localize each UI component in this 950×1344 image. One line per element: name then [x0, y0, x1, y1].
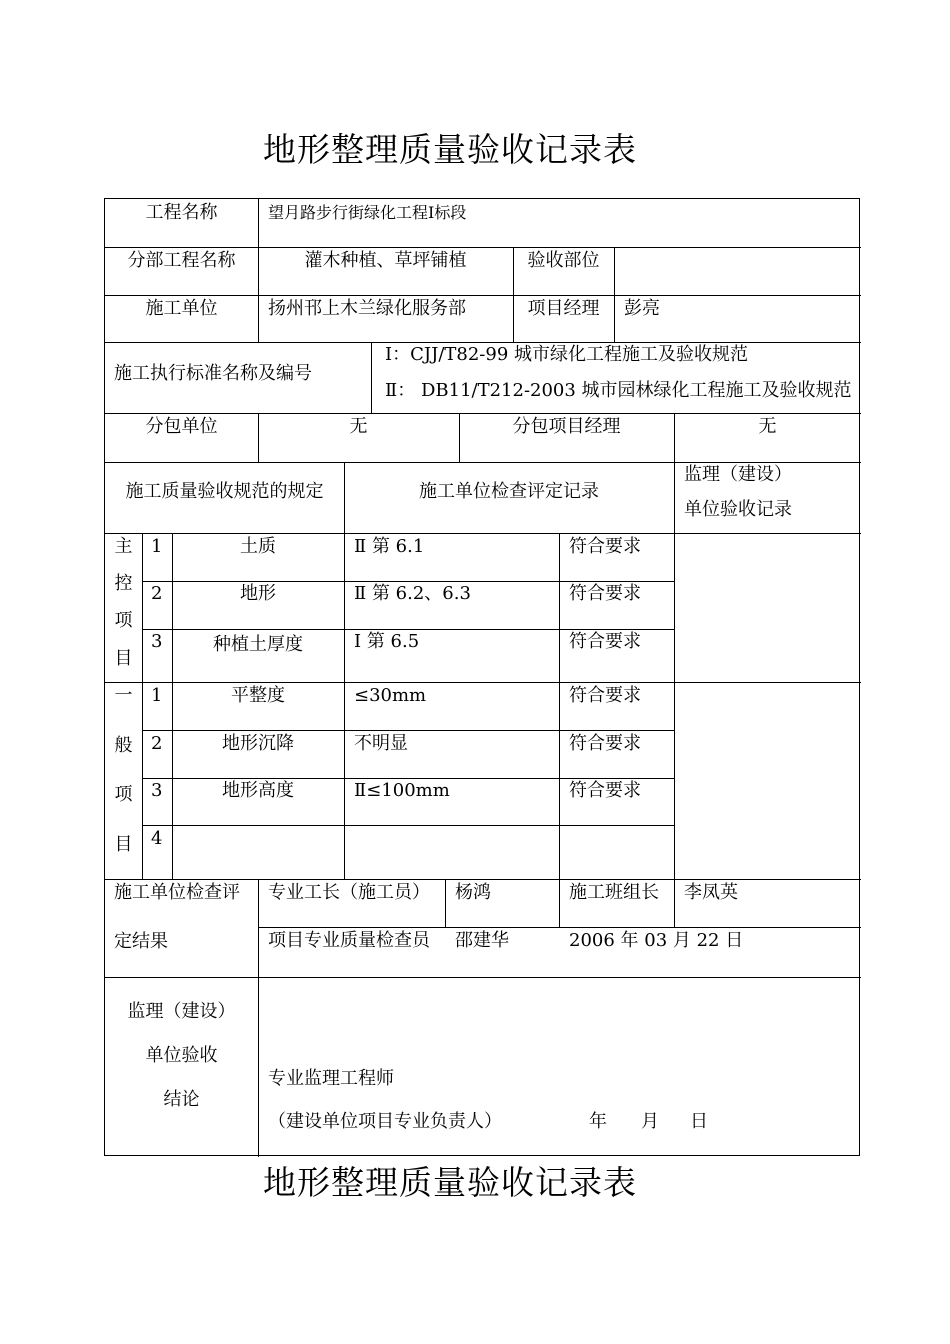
general-group-char: 一 — [114, 685, 133, 706]
footer-title: 地形整理质量验收记录表 — [263, 1163, 637, 1202]
standard-label: 施工执行标准名称及编号 — [114, 363, 312, 384]
item-name: 地形高度 — [222, 780, 294, 801]
item-name: 土质 — [240, 536, 276, 557]
evaluation-label-1: 施工单位检查评 — [114, 882, 240, 903]
standard-2: Ⅱ： DB11/T212-2003 城市园林绿化工程施工及验收规范 — [385, 380, 852, 401]
row-number: 3 — [151, 780, 163, 801]
engineer-label: 专业监理工程师 — [268, 1068, 394, 1089]
general-group-char: 般 — [114, 735, 133, 756]
item-spec: Ⅱ≤100mm — [354, 780, 450, 801]
project-name-value: 望月路步行街绿化工程Ⅰ标段 — [268, 203, 467, 222]
project-name-label: 工程名称 — [145, 202, 218, 223]
row-number: 4 — [151, 828, 163, 849]
evaluation-label-2: 定结果 — [114, 931, 168, 952]
item-result: 符合要求 — [569, 733, 641, 754]
item-spec: 不明显 — [354, 733, 408, 754]
spec-column-header: 施工质量验收规范的规定 — [125, 481, 324, 502]
item-result: 符合要求 — [569, 685, 641, 706]
team-leader-label: 施工班组长 — [569, 882, 659, 903]
item-spec: Ⅱ 第 6.1 — [354, 536, 425, 557]
inspector-value: 邵建华 — [455, 930, 509, 951]
main-group-char: 目 — [114, 648, 133, 669]
check-record-column-header: 施工单位检查评定记录 — [419, 481, 599, 502]
foreman-value: 杨鸿 — [455, 882, 491, 903]
conclusion-label-2: 单位验收 — [145, 1045, 218, 1066]
row-number: 2 — [151, 733, 163, 754]
general-group-char: 目 — [114, 834, 133, 855]
item-result: 符合要求 — [569, 536, 641, 557]
main-group-char: 项 — [114, 610, 133, 631]
sub-pm-value: 无 — [758, 416, 777, 437]
evaluation-date: 2006 年 03 月 22 日 — [569, 930, 744, 951]
inspector-label: 项目专业质量检查员 — [268, 930, 430, 951]
standard-1: Ⅰ：CJJ/T82-99 城市绿化工程施工及验收规范 — [385, 344, 748, 365]
item-name: 平整度 — [231, 685, 285, 706]
item-spec: Ⅱ 第 6.2、6.3 — [354, 583, 471, 604]
conclusion-label-1: 监理（建设） — [127, 1001, 236, 1022]
subproject-value: 灌木种植、草坪铺植 — [304, 250, 467, 271]
supervision-column-header-2: 单位验收记录 — [684, 499, 792, 520]
item-result: 符合要求 — [569, 583, 641, 604]
row-number: 1 — [151, 536, 163, 557]
sign-year: 年 — [589, 1111, 607, 1132]
owner-label: （建设单位项目专业负责人） — [268, 1111, 502, 1132]
main-group-char: 主 — [114, 536, 133, 557]
item-name: 种植土厚度 — [213, 634, 303, 655]
subcontractor-value: 无 — [349, 416, 368, 437]
item-spec: ≤30mm — [354, 685, 427, 706]
sub-pm-label: 分包项目经理 — [512, 416, 621, 437]
item-spec: Ⅰ 第 6.5 — [354, 631, 420, 652]
row-number: 2 — [151, 583, 163, 604]
general-group-char: 项 — [114, 784, 133, 805]
main-group-char: 控 — [114, 573, 133, 594]
acceptance-part-label: 验收部位 — [527, 250, 600, 271]
row-number: 3 — [151, 631, 163, 652]
project-manager-value: 彭亮 — [624, 298, 660, 319]
page-title: 地形整理质量验收记录表 — [263, 130, 637, 169]
item-name: 地形 — [240, 583, 276, 604]
sign-day: 日 — [690, 1111, 708, 1132]
row-number: 1 — [151, 685, 163, 706]
acceptance-form — [104, 198, 860, 1156]
supervision-column-header-1: 监理（建设） — [684, 464, 792, 485]
sign-month: 月 — [641, 1111, 659, 1132]
item-name: 地形沉降 — [222, 733, 294, 754]
foreman-label: 专业工长（施工员） — [268, 882, 430, 903]
team-leader-value: 李凤英 — [684, 882, 738, 903]
item-result: 符合要求 — [569, 631, 641, 652]
contractor-value: 扬州邗上木兰绿化服务部 — [268, 298, 466, 319]
contractor-label: 施工单位 — [145, 298, 218, 319]
item-result: 符合要求 — [569, 780, 641, 801]
subcontractor-label: 分包单位 — [145, 416, 218, 437]
subproject-label: 分部工程名称 — [127, 250, 236, 271]
conclusion-label-3: 结论 — [163, 1089, 200, 1110]
project-manager-label: 项目经理 — [527, 298, 600, 319]
